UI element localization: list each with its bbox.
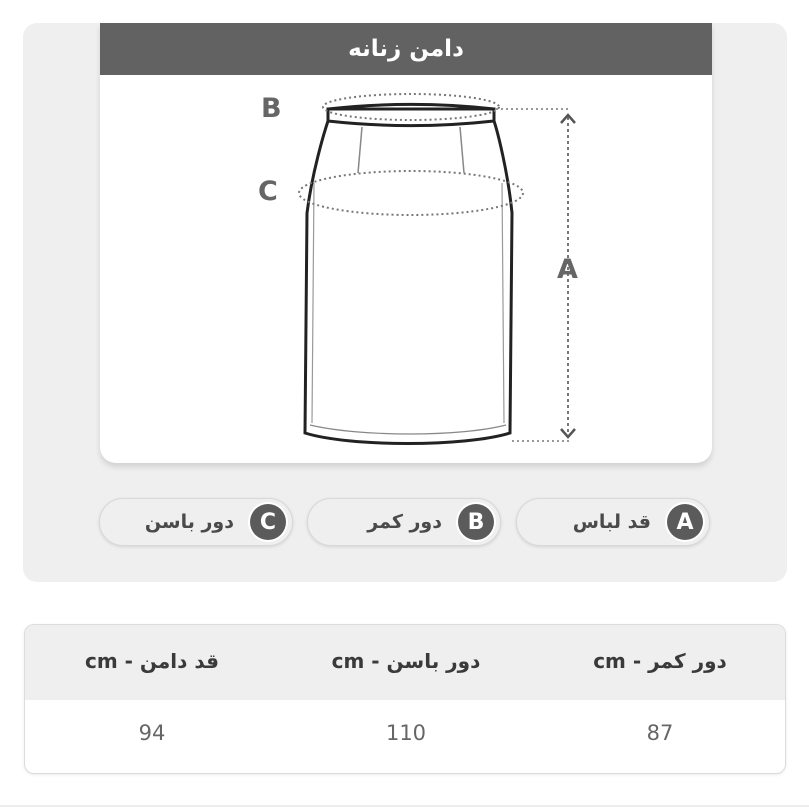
legend-item-length: [516, 498, 710, 546]
skirt-illustration: [100, 23, 712, 463]
legend-item-waist: [307, 498, 501, 546]
table-header-hip: دور باسن - cm: [331, 649, 481, 673]
legend-badge-c: C: [250, 504, 286, 540]
skirt-outline: [305, 121, 512, 444]
divider: [0, 805, 809, 807]
label-c: C: [258, 176, 278, 207]
size-table: [24, 624, 786, 774]
legend-badge-b: B: [458, 504, 494, 540]
table-cell-waist: 87: [646, 721, 674, 745]
table-header-waist: دور کمر - cm: [593, 649, 727, 673]
table-cell-length: 94: [138, 721, 166, 745]
label-a: A: [557, 254, 578, 285]
table-cell-hip: 110: [385, 721, 427, 745]
legend-label: دور کمر: [367, 511, 442, 533]
legend-item-hip: [99, 498, 293, 546]
legend-label: قد لباس: [572, 511, 651, 533]
legend-label: دور باسن: [144, 511, 234, 533]
label-b: B: [261, 93, 282, 124]
table-header-length: قد دامن - cm: [84, 649, 220, 673]
skirt-diagram-card: [100, 23, 712, 463]
skirt-waistband: [328, 109, 494, 126]
diagram-title: دامن زنانه: [100, 23, 712, 75]
legend-badge-a: A: [667, 504, 703, 540]
